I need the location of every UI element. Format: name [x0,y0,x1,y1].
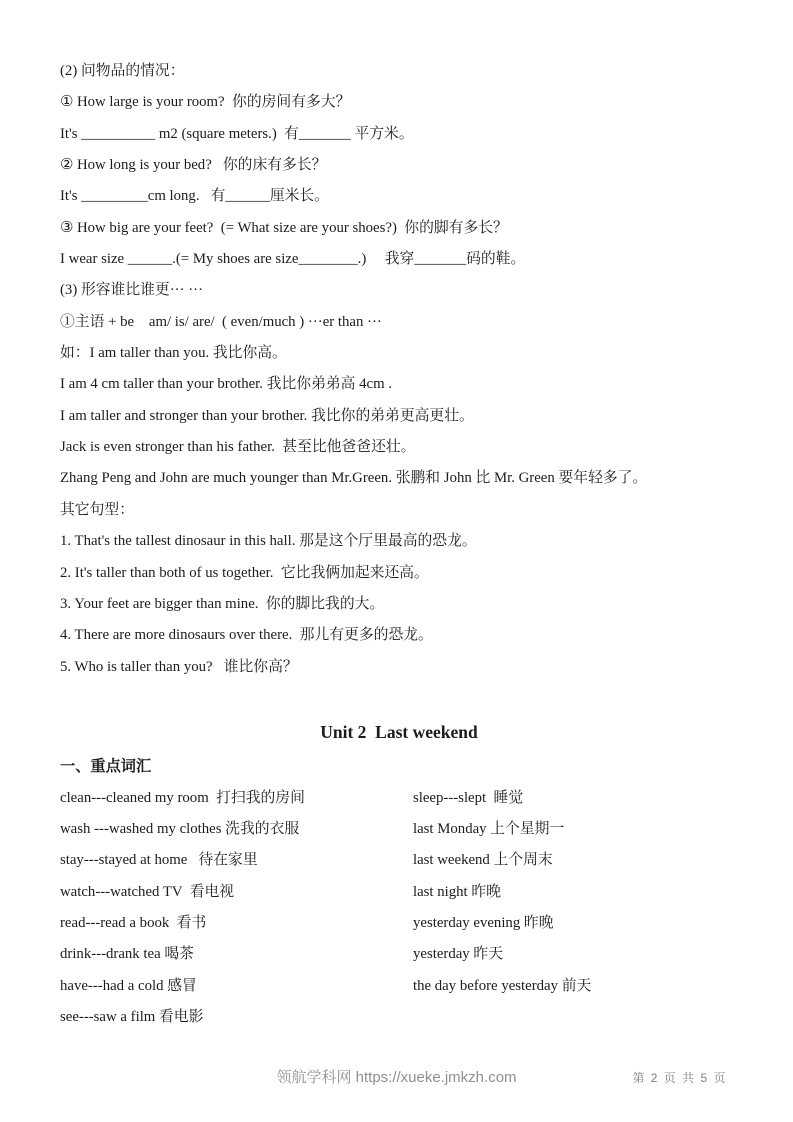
vocab-item: clean---cleaned my room 打扫我的房间 [60,789,305,806]
footer-site-text: 领航学科网 https://xueke.jmkzh.com [276,1069,517,1086]
vocabulary-list [60,783,738,1033]
grammar-line: Zhang Peng and John are much younger than Mr.Green. 张鹏和 John 比 Mr. Green 要年轻多了。 [60,470,648,487]
grammar-line: It's _________cm long. 有______厘米长。 [60,188,330,205]
vocabulary-column-right [413,783,738,1033]
grammar-line: ③ How big are your feet? (= What size are your shoes?) 你的脚有多长？ [60,219,508,236]
vocab-item: see---saw a film 看电影 [60,1008,204,1025]
vocab-item: have---had a cold 感冒 [60,977,197,994]
vocab-item: drink---drank tea 喝茶 [60,946,194,963]
grammar-line: (3) 形容谁比谁更··· ··· [60,282,203,299]
grammar-line: ①主语 + be am/ is/ are/ ( even/much ) ···er than ··· [60,313,382,330]
grammar-line: 如：I am taller than you. 我比你高。 [60,345,287,362]
grammar-line: Jack is even stronger than his father. 甚至比他爸爸还壮。 [60,439,416,456]
vocab-item: yesterday evening 昨晚 [413,915,554,932]
grammar-line: 2. It's taller than both of us together. 它比我俩加起来还高。 [60,564,429,581]
vocab-item: sleep---slept 睡觉 [413,789,524,806]
vocab-item: watch---watched TV 看电视 [60,883,235,900]
grammar-line: I am taller and stronger than your brother. 我比你的弟弟更高更壮。 [60,407,474,424]
grammar-line: ② How long is your bed? 你的床有多长？ [60,157,327,174]
vocab-item: last night 昨晚 [413,883,501,900]
grammar-line: (2) 问物品的情况： [60,63,185,79]
grammar-line: 其它句型： [60,501,134,518]
grammar-line: 1. That's the tallest dinosaur in this hall. 那是这个厅里最高的恐龙。 [60,533,477,550]
vocabulary-column-left [60,783,413,1033]
page-content [60,56,738,1033]
page-indicator: 第 2 页 共 5 页 [632,1071,727,1085]
page-footer [0,1066,793,1096]
grammar-line: 4. There are more dinosaurs over there. 那儿有更多的恐龙。 [60,627,433,644]
vocab-item: the day before yesterday 前天 [413,977,592,994]
grammar-line: ① How large is your room? 你的房间有多大？ [60,94,351,111]
vocab-item: read---read a book 看书 [60,915,207,932]
vocab-item: last weekend 上个周末 [413,852,553,869]
grammar-line: It's __________ m2 (square meters.) 有_______ 平方米。 [60,125,414,142]
vocab-item: stay---stayed at home 待在家里 [60,852,258,869]
unit-title: Unit 2 Last weekend [320,721,478,742]
grammar-line: 5. Who is taller than you? 谁比你高？ [60,658,298,675]
grammar-line: 3. Your feet are bigger than mine. 你的脚比我的大。 [60,595,385,612]
grammar-line: I am 4 cm taller than your brother. 我比你弟弟高 4cm . [60,376,393,393]
vocab-item: yesterday 昨天 [413,946,503,963]
grammar-line: I wear size ______.(= My shoes are size________.) 我穿_______码的鞋。 [60,251,526,268]
vocab-item: wash ---washed my clothes 洗我的衣服 [60,821,300,838]
vocab-item: last Monday 上个星期一 [413,821,565,838]
section-heading-key-vocabulary: 一、重点词汇 [60,757,152,775]
